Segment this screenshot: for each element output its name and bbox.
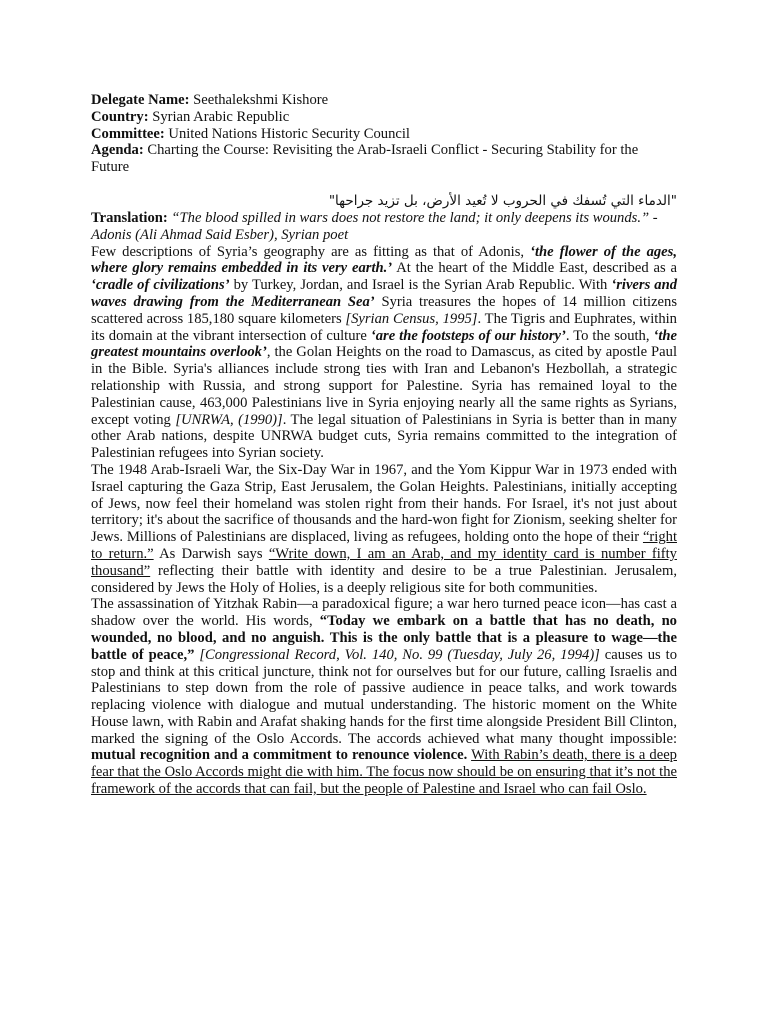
p2-text-1: The 1948 Arab-Israeli War, the Six-Day War in 1967, and the Yom Kippur War in 1973 ended with Israel capturing the Gaza Strip, East Jerusalem, the Golan Heights. Palestinians, initially accepting of Jews, now feel their homeland was stolen right from their hands. For Israel, it's not just about territory; it's about the sacrifice of thousands and the hard-won fight for Zionism, seeking shelter for Jews. Millions of Palestinians are displaced, living as refugees, holding onto the hope of their — [91, 461, 677, 546]
delegate-label: Delegate Name: — [91, 92, 190, 108]
epigraph-translation — [91, 210, 677, 244]
p1-bold-quote-3: ‘rivers and waves drawing from the Mediterranean Sea’ — [91, 277, 677, 310]
committee-value: United Nations Historic Security Council — [164, 125, 410, 142]
p1-bold-quote-5: ‘the greatest mountains overlook’ — [91, 327, 678, 361]
country-value: Syrian Arabic Republic — [148, 108, 290, 125]
p3-text-1: The assassination of Yitzhak Rabin—a paradoxical figure; a war hero turned peace icon—has cast a shadow over the world. His words, — [91, 596, 677, 630]
delegate-value: Seethalekshmi Kishore — [189, 92, 329, 108]
agenda-label: Agenda: — [91, 142, 144, 159]
paragraph-rabin — [91, 596, 677, 798]
p1-text-3: by Turkey, Jordan, and Israel is the Syrian Arab Republic. With — [229, 277, 612, 294]
p1-text-6: . To the south, — [565, 327, 654, 344]
p1-citation-1: [Syrian Census, 1995] — [345, 310, 478, 327]
p1-bold-quote-2: ‘cradle of civilizations’ — [91, 277, 230, 294]
country-line — [91, 109, 677, 126]
paragraph-wars — [91, 462, 677, 596]
p1-text-8: . The legal situation of Palestinians in Syria is better than in many other Arab nations, despite UNRWA budget cuts, Syria remains committed to the integration of Palestinian refugees into Syrian society. — [91, 411, 677, 462]
translation-label: Translation: — [91, 209, 168, 226]
p1-text-7: , the Golan Heights on the road to Damascus, as cited by apostle Paul in the Bible. Syria's alliances include strong ties with Iran and Lebanon's Hezbollah, a strategic relationship with Russia, and strong support for Palestine. Syria has remained loyal to the Palestinian cause, 463,000 Palestinians live in Syria enjoying nearly all the same rights as Syrians, except voting — [91, 344, 677, 428]
p2-text-2: As Darwish says — [153, 545, 269, 562]
p3-bold-quote: “Today we embark on a battle that has no death, no wounded, no blood, and no anguish. This is the only battle that is a pleasure to wage—the battle of peace,” — [91, 613, 677, 663]
p1-text-2: At the heart of the Middle East, described as a — [392, 260, 677, 277]
agenda-value: Charting the Course: Revisiting the Arab-Israeli Conflict - Securing Stability for the Future — [91, 142, 639, 176]
p3-text-2: causes us to stop and think at this critical juncture, think not for ourselves but for our future, calling Israelis and Palestinians to step down from the role of passive audience in peace talks, and work towards replacing violence with dialogue and mutual understanding. The historic moment on the White House lawn, with Rabin and Arafat shaking hands for the first time alongside President Bill Clinton, marked the signing of the Oslo Accords. The accords achieved what many thought impossible: — [91, 646, 677, 747]
country-label: Country: — [91, 108, 149, 125]
p3-bold-phrase: mutual recognition and a commitment to renounce violence. — [91, 747, 468, 764]
translation-text: “The blood spilled in wars does not restore the land; it only deepens its wounds.” - Adonis (Ali Ahmad Said Esber), Syrian poet — [91, 209, 658, 243]
p2-underlined-2: “Write down, I am an Arab, and my identity card is number fifty thousand” — [91, 545, 677, 579]
paragraph-geography — [91, 244, 677, 462]
delegate-line — [91, 92, 677, 109]
agenda-line — [91, 142, 677, 176]
document-page — [91, 92, 677, 798]
p2-underlined-1: “right to return.” — [91, 529, 677, 562]
p3-citation: [Congressional Record, Vol. 140, No. 99 (Tuesday, July 26, 1994)] — [199, 646, 600, 663]
p1-citation-2: [UNRWA, (1990)] — [175, 411, 283, 428]
committee-label: Committee: — [91, 125, 165, 142]
p1-bold-quote-1: ‘the flower of the ages, where glory remains embedded in its very earth.’ — [91, 243, 677, 277]
arabic-epigraph: "الدماء التي تُسفك في الحروب لا تُعيد الأرض، بل تزيد جراحها" — [328, 192, 677, 209]
committee-line — [91, 126, 677, 143]
p3-underlined: With Rabin’s death, there is a deep fear that the Oslo Accords might die with him. The focus now should be on ensuring that it’s not the framework of the accords that can fail, but the people of Palestine and Israel who can fail Oslo. — [91, 747, 677, 798]
p1-text-5: . The Tigris and Euphrates, within its domain at the vibrant intersection of culture — [91, 310, 677, 344]
p1-bold-quote-4: ‘are the footsteps of our history’ — [370, 327, 566, 344]
p1-text-4: Syria treasures the hopes of 14 million citizens scattered across 185,180 square kilometers — [91, 293, 678, 327]
p2-text-3: reflecting their battle with identity and desire to be a true Palestinian. Jerusalem, considered by Jews the Holy of Holies, is a deeply religious site for both communities. — [91, 562, 677, 596]
p1-text-1: Few descriptions of Syria’s geography are as fitting as that of Adonis, — [91, 243, 531, 260]
